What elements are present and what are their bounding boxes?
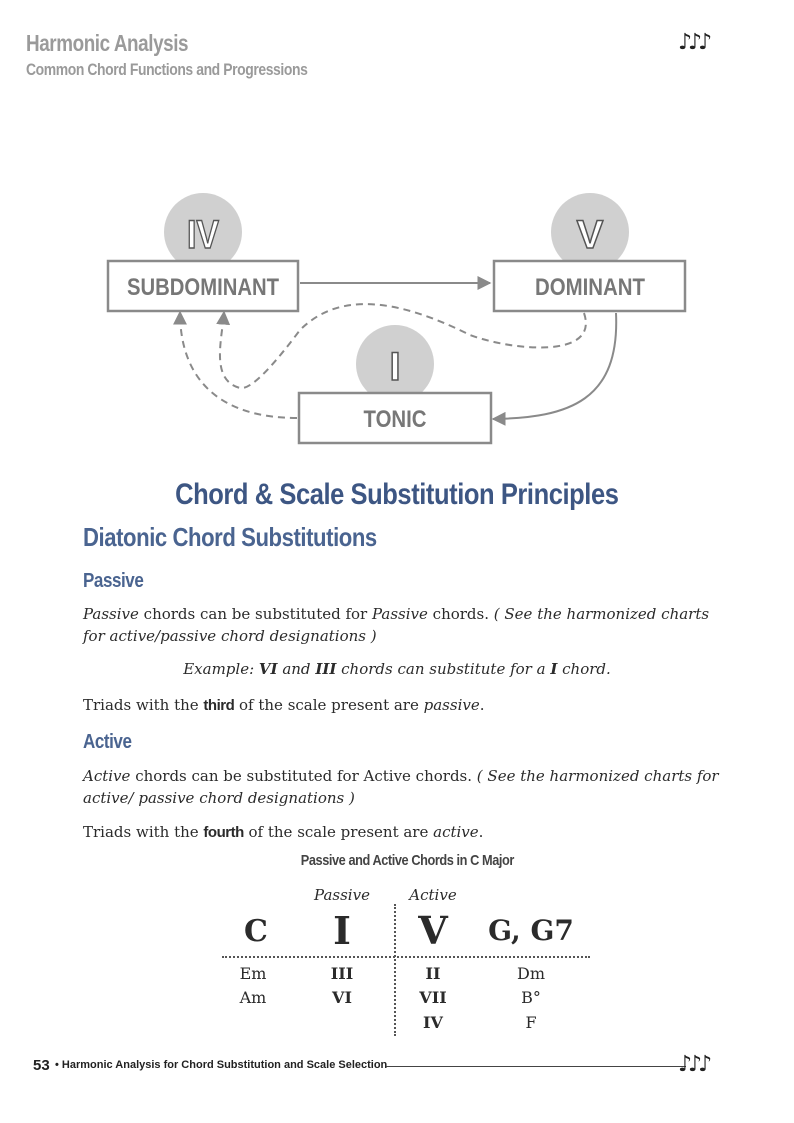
active-heading: Active — [83, 731, 132, 753]
table-cell: Em — [239, 964, 267, 983]
column-header-passive: Passive — [314, 886, 370, 904]
table-cell: Dm — [517, 964, 545, 983]
chord-function-diagram — [0, 180, 794, 460]
table-cell: II — [425, 964, 441, 983]
tonic-label: TONIC — [363, 406, 427, 433]
table-cell: Am — [239, 988, 267, 1007]
footer-rule — [386, 1066, 686, 1067]
arrow-dominant-to-tonic — [493, 313, 616, 419]
table-title: Passive and Active Chords in C Major — [300, 852, 514, 869]
music-notes-icon: ♪♪♪ — [678, 1052, 709, 1077]
header-subtitle: Common Chord Functions and Progressions — [26, 60, 308, 79]
active-paragraph: Active chords can be substituted for Active chords. ( See the harmonized charts for active/ passive chord designations ) — [83, 767, 719, 807]
table-cell: B° — [521, 988, 541, 1007]
table-horizontal-divider — [222, 956, 590, 958]
section-title: Diatonic Chord Substitutions — [83, 522, 377, 552]
passive-numeral-i: I — [333, 908, 351, 953]
dominant-numeral: V — [576, 213, 604, 257]
active-triads-paragraph: Triads with the fourth of the scale present are active. — [83, 823, 484, 841]
tonic-numeral: I — [389, 345, 401, 389]
column-header-active: Active — [409, 886, 457, 904]
dominant-label: DOMINANT — [535, 274, 646, 301]
table-cell: F — [525, 1013, 537, 1032]
dominant-chord-g-g7: G, G7 — [488, 914, 574, 947]
passive-triads-paragraph: Triads with the third of the scale present are passive. — [83, 696, 485, 714]
subdominant-numeral: IV — [187, 213, 220, 257]
dashed-arrow-tonic-to-subdominant — [180, 312, 297, 418]
tonic-chord-c: C — [244, 914, 268, 949]
active-numeral-v: V — [418, 908, 448, 953]
header-title: Harmonic Analysis — [26, 30, 189, 56]
passive-heading: Passive — [83, 570, 144, 592]
passive-example: Example: VI and III chords can substitute for a I chord. — [183, 660, 611, 678]
main-title: Chord & Scale Substitution Principles — [175, 478, 619, 511]
music-notes-icon: ♪♪♪ — [678, 30, 709, 55]
page-number: 53 — [33, 1057, 50, 1074]
table-cell: IV — [423, 1013, 443, 1032]
table-cell: VII — [419, 988, 447, 1007]
table-cell: VI — [332, 988, 352, 1007]
subdominant-label: SUBDOMINANT — [127, 274, 280, 301]
footer-text: • Harmonic Analysis for Chord Substitution and Scale Selection — [55, 1059, 388, 1071]
passive-paragraph: Passive chords can be substituted for Passive chords. ( See the harmonized charts for active/passive chord designations ) — [83, 605, 710, 645]
table-cell: III — [330, 964, 354, 983]
